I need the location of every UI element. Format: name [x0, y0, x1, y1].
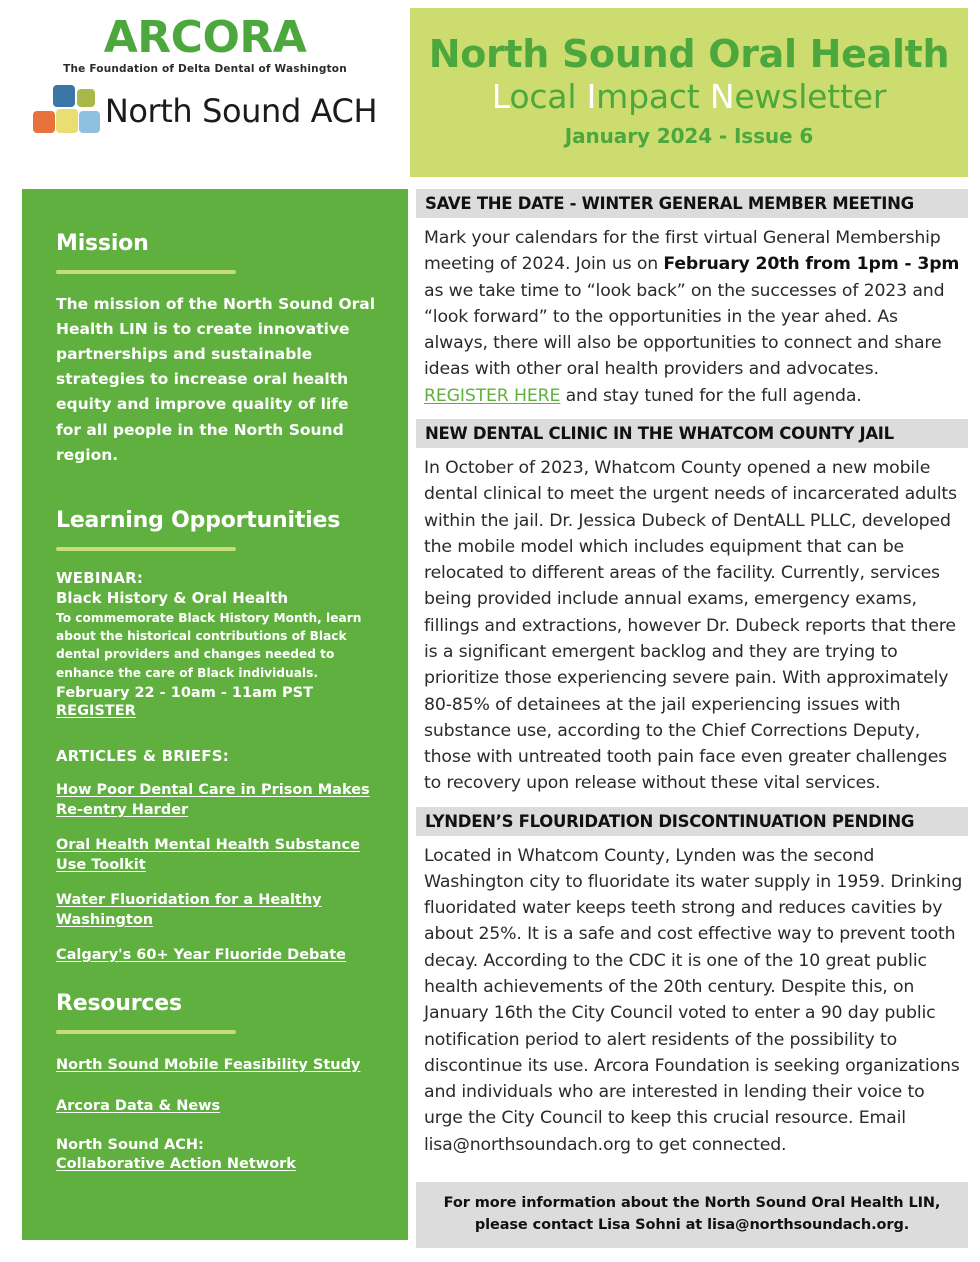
section-heading-lynden-fluoridation: LYNDEN’S FLOURIDATION DISCONTINUATION PENDING	[416, 807, 968, 836]
arcora-wordmark: ARCORA	[103, 12, 307, 63]
logo-square-olive-icon	[77, 89, 95, 107]
article-link-prison-reentry[interactable]: How Poor Dental Care in Prison Makes Re-entry Harder	[56, 781, 370, 818]
banner-subtitle-ewsletter: ewsletter	[734, 76, 887, 116]
text-run: and stay tuned for the full agenda.	[560, 385, 862, 406]
text-run: as we take time to “look back” on the successes of 2023 and “look forward” to the opportunities in the year ahed. As always, there will also be opportunities to connect and share ideas with other oral health providers and advocates.	[424, 280, 945, 380]
banner-subtitle-ocal: ocal	[509, 76, 587, 116]
main-content	[408, 185, 980, 1262]
sidebar-rule-learning	[56, 547, 236, 551]
article-link-calgary-fluoride[interactable]: Calgary's 60+ Year Fluoride Debate	[56, 946, 346, 963]
arcora-tagline: The Foundation of Delta Dental of Washington	[63, 63, 347, 75]
section-body-lynden-fluoridation: Located in Whatcom County, Lynden was the second Washington city to fluoridate its water supply in 1959. Drinking fluoridated water keeps teeth strong and reduces cavities by about 25%. It is a safe and cost effective way to prevent tooth decay. According to the CDC it is one of the 10 great public health achievements of the 20th century. Despite this, on January 16th the City Council voted to enter a 90 day public notification period to alert residents of the possibility to discontinue its use. Arcora Foundation is seeking organizations and individuals who are interested in lending their voice to urge the City Council to keep this crucial resource. Email lisa@northsoundach.org to get connected.	[424, 845, 963, 1155]
sidebar-rule-resources	[56, 1030, 236, 1034]
spacer	[56, 721, 378, 747]
webinar-description: To commemorate Black History Month, learn about the historical contributions of Black dental providers and changes needed to enhance the care of Black individuals.	[56, 610, 362, 680]
text-run: Mark your calendars for the first virtual General Membership meeting of 2024. Join us on	[424, 228, 941, 275]
article-link-oh-mh-sud-toolkit[interactable]: Oral Health Mental Health Substance Use Toolkit	[56, 836, 360, 873]
banner-subtitle-mpact: mpact	[596, 76, 710, 116]
banner-title: North Sound Oral Health	[428, 32, 950, 77]
banner-subtitle-l: L	[491, 76, 510, 116]
contact-footer	[416, 1182, 968, 1248]
contact-footer-line1: For more information about the North Sound Oral Health LIN,	[443, 1195, 941, 1212]
banner-subtitle-n: N	[709, 76, 735, 116]
banner-issue: January 2024 - Issue 6	[564, 123, 814, 148]
sidebar-heading-learning: Learning Opportunities	[56, 507, 341, 533]
text-run-bold: February 20th from 1pm - 3pm	[663, 254, 960, 275]
ach-squares-icon	[33, 85, 95, 137]
section-body-dental-clinic-jail: In October of 2023, Whatcom County opened a new mobile dental clinical to meet the urgent needs of incarcerated adults within the jail. Dr. Jessica Dubeck of DentALL PLLC, developed the mobile model which includes equipment that can be relocated to different areas of the facility. Currently, services being provided include annual exams, emergency exams, fillings and extractions, however Dr. Dubeck reports that there is a significant emergent backlog and they are trying to prioritize those experiencing severe pain. With approximately 80-85% of detainees at the jail experiencing issues with substance use, according to the Chief Corrections Deputy, those with untreated tooth pain face even greater challenges to recovery upon release without these vital services.	[424, 457, 957, 794]
webinar-label: WEBINAR:	[56, 568, 144, 587]
spacer	[56, 965, 378, 991]
resource-ach-label: North Sound ACH:	[56, 1136, 204, 1153]
logo-square-orange-icon	[33, 111, 55, 133]
spacer	[56, 468, 378, 508]
section-body-save-the-date	[416, 218, 968, 419]
section-heading-dental-clinic-jail: NEW DENTAL CLINIC IN THE WHATCOM COUNTY JAIL	[416, 419, 968, 448]
webinar-date: February 22 - 10am - 11am PST	[56, 684, 313, 701]
register-here-link[interactable]: REGISTER HERE	[424, 385, 561, 406]
webinar-title: Black History & Oral Health	[56, 588, 289, 607]
sidebar-rule-mission	[56, 270, 236, 274]
article-link-water-fluoridation[interactable]: Water Fluoridation for a Healthy Washington	[56, 891, 322, 928]
brand-block	[0, 0, 410, 185]
mission-text: The mission of the North Sound Oral Health LIN is to create innovative partnerships and sustainable strategies to increase oral health equity and improve quality of life for all people in the North Sound region.	[56, 295, 376, 464]
sidebar	[22, 189, 408, 1240]
banner-subtitle-i: I	[586, 76, 597, 116]
section-heading-save-the-date: SAVE THE DATE - WINTER GENERAL MEMBER MEETING	[416, 189, 968, 218]
north-sound-ach-logo	[33, 85, 377, 137]
body-row	[0, 185, 980, 1262]
banner-subtitle	[492, 77, 886, 117]
newsletter-banner	[410, 8, 968, 177]
webinar-register-link[interactable]: REGISTER	[56, 702, 136, 719]
articles-label: ARTICLES & BRIEFS:	[56, 746, 229, 765]
header-row	[0, 0, 980, 185]
contact-footer-line2: please contact Lisa Sohni at lisa@northsoundach.org.	[474, 1216, 910, 1233]
sidebar-heading-resources: Resources	[56, 990, 182, 1016]
logo-square-light-blue-icon	[79, 111, 100, 133]
resource-link-collaborative-action-network[interactable]: Collaborative Action Network	[56, 1155, 296, 1172]
logo-square-yellow-icon	[56, 109, 78, 133]
sidebar-heading-mission: Mission	[56, 231, 149, 256]
north-sound-ach-wordmark: North Sound ACH	[104, 92, 378, 130]
logo-square-blue-icon	[53, 85, 75, 107]
resource-link-mobile-feasibility-study[interactable]: North Sound Mobile Feasibility Study	[56, 1056, 361, 1073]
resource-link-arcora-data-news[interactable]: Arcora Data & News	[56, 1097, 221, 1114]
arcora-logo	[63, 12, 347, 75]
